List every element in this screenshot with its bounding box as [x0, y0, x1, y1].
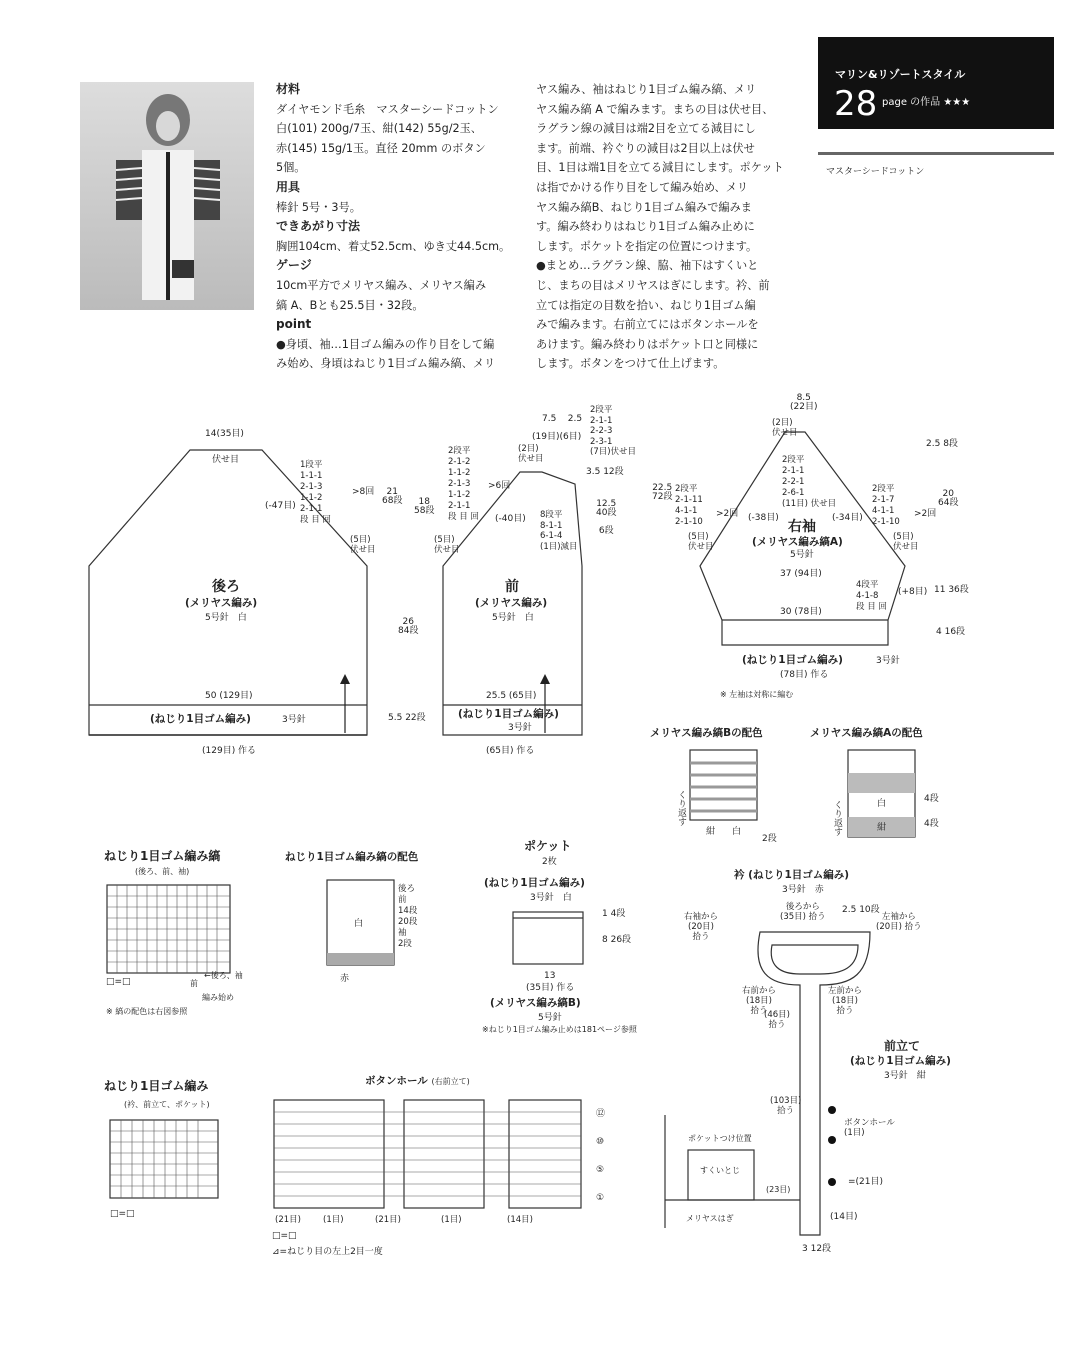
cp-rs-line-1: (20目)	[688, 922, 714, 932]
series-title: マリン&リゾートスタイル	[835, 68, 966, 81]
back-dec-rep: >8回	[352, 487, 375, 497]
band-pick-line-1: 拾う	[777, 1106, 795, 1116]
rsc-row-0: 後ろ	[398, 884, 416, 894]
back-cast-on: (129目) 作る	[202, 746, 257, 756]
info-line-2: 白(101) 200g/7玉、紺(142) 55g/2玉、	[276, 122, 482, 136]
front-neck-bind-line-1: 2-1-1	[590, 415, 613, 426]
band-sukui: すくいとじ	[700, 1166, 740, 1175]
info-line2-9: ●まとめ…ラグラン線、脇、袖下はすくいと	[536, 259, 759, 273]
info-line-3: 赤(145) 15g/1玉。直径 20mm のボタン	[276, 141, 486, 155]
sleeve-gl-line-1: 伏せ目	[688, 542, 714, 552]
sleeve-width2: 30 (78目)	[780, 607, 822, 617]
back-dec-line-4: 2-1-1	[300, 504, 323, 514]
stripeA-white: 白	[877, 799, 887, 809]
sleeve-left2-line-1: 2-1-11	[675, 495, 703, 505]
stripeA-rows-1: 4段	[924, 794, 939, 804]
front-dec-total: (-40目)	[495, 514, 526, 524]
stripeA-repeat: くり返す	[832, 800, 842, 836]
rib-legend: □=□	[110, 1209, 135, 1219]
sleeve-gr-line-0: (5目)	[893, 532, 914, 542]
info-line-8: 胸囲104cm、着丈52.5cm、ゆき丈44.5cm。	[276, 239, 511, 253]
back-h-rib: 5.5 22段	[388, 713, 426, 723]
info-line2-12: みで編みます。右前立てにはボタンホールを	[536, 318, 759, 332]
cp-rf-line-2: 拾う	[750, 1006, 768, 1016]
info-line2-2: ラグラン線の減目は端2目を立てる減目にし	[536, 122, 756, 136]
front-neck-line-3: (1目)減目	[540, 541, 578, 552]
info-line2-7: す。編み終わりはねじり1目ゴム編み止めに	[536, 220, 755, 234]
sleeve-right-rep: >2回	[914, 509, 937, 519]
sleeve-right-line-0: 2段平	[872, 484, 895, 494]
sleeve-bind-line-0: (2目)	[772, 418, 793, 428]
front-top-a: 7.5 2.5	[542, 414, 583, 424]
bh-row-3: ①	[596, 1193, 605, 1203]
band-spacing: =(21目)	[848, 1177, 884, 1187]
front-dec-line-4: 1-1-2	[448, 490, 471, 500]
front-dec-rep: >6回	[488, 481, 511, 491]
back-width: 50 (129目)	[205, 691, 253, 701]
sleeve-rib: (ねじり1目ゴム編み)	[742, 654, 843, 666]
ribStripe-sub: (後ろ、前、袖)	[135, 867, 190, 876]
sleeve-right-lines	[872, 484, 900, 528]
bh-count-3: (1目)	[441, 1215, 462, 1225]
pocket-count: 2枚	[542, 857, 557, 867]
info-line2-6: ヤス編み縞B、ねじり1目ゴム編みで編みま	[536, 200, 752, 214]
front-neck-bind-line-3: 2-3-1	[590, 436, 613, 447]
cp-rs-line-2: 拾う	[692, 932, 710, 942]
front-dec-line-5: 2-1-1	[448, 501, 471, 511]
stripeB-navy: 紺	[706, 827, 716, 837]
back-title: 後ろ	[212, 579, 240, 595]
ribStripe-start: 編み始め	[202, 993, 234, 1002]
info-line-12: point	[276, 317, 312, 332]
front-dec-line-1: 2-1-2	[448, 457, 471, 467]
cp-ls-line-1: (20目) 拾う	[876, 922, 922, 932]
pocket-body: (メリヤス編み縞B)	[490, 997, 581, 1009]
page-text: page の作品 ★★★	[882, 97, 971, 108]
front-bind2-line-0: (2目)	[518, 444, 539, 454]
front-cast-on: (65目) 作る	[486, 746, 535, 756]
sleeve-inc-line-1: 4-1-8	[856, 591, 879, 601]
sleeve-left-lines2	[675, 484, 703, 528]
sleeve-inc-line-0: 4段平	[856, 580, 879, 590]
sleeve-left-line-4: (11目) 伏せ目	[782, 499, 837, 509]
front-bind2	[518, 444, 544, 464]
sleeve-gr-line-1: 伏せ目	[893, 542, 919, 552]
ribStripe-legend: □=□	[106, 977, 131, 987]
collar-pick-rs	[684, 912, 718, 942]
sleeve-right-line-1: 2-1-7	[872, 495, 895, 505]
sleeve-left-lines	[782, 455, 836, 510]
bh-count-2: (21目)	[375, 1215, 401, 1225]
pattern-number: 28	[834, 84, 878, 124]
yarn-name: マスターシードコットン	[826, 167, 925, 177]
band-hole	[844, 1118, 895, 1138]
bh-count-0: (21目)	[275, 1215, 301, 1225]
front-dec-line-3: 2-1-3	[448, 479, 471, 489]
rsc-row-2: 14段	[398, 906, 418, 916]
cp-lf-line-0: 左前から	[828, 986, 863, 996]
sleeve-left2-line-3: 2-1-10	[675, 517, 703, 527]
back-top-width: 14(35目)	[205, 429, 244, 439]
rsc-row-4: 袖	[398, 928, 407, 938]
info-line2-13: あけます。編み終わりはポケット口と同様に	[536, 337, 759, 351]
info-line-4: 5個。	[276, 161, 306, 175]
sleeve-gl-line-0: (5目)	[688, 532, 709, 542]
band-pick-line-0: (103目)	[770, 1096, 802, 1106]
stripeB-title: メリヤス編み縞Bの配色	[650, 727, 763, 739]
bh-count-4: (14目)	[507, 1215, 533, 1225]
front-neck-bind-line-2: 2-2-3	[590, 426, 613, 436]
collar-title: 衿 (ねじり1目ゴム編み)	[734, 869, 850, 881]
sleeve-gusset-r	[893, 532, 919, 552]
info-line-7: できあがり寸法	[276, 219, 361, 234]
info-line-11: 縞 A、Bとも25.5目・32段。	[276, 298, 424, 312]
ribStripeColor-rows	[398, 884, 417, 950]
info-line2-10: じ、まちの目はメリヤスはぎにします。衿、前	[536, 278, 770, 292]
stripeA-navy: 紺	[877, 823, 887, 833]
front-sub: (メリヤス編み)	[475, 597, 548, 609]
front-gusset-line-0: (5目)	[434, 535, 455, 545]
band-meriyasu: メリヤスはぎ	[686, 1214, 734, 1223]
info-line-6: 棒針 5号・3号。	[276, 200, 361, 214]
front-neck-lines	[540, 510, 578, 552]
stripeB-white: 白	[732, 827, 742, 837]
back-gusset-line-1: 伏せ目	[350, 545, 376, 555]
info-line-5: 用具	[276, 179, 301, 194]
sleeve-cast-on: (78目) 作る	[780, 670, 829, 680]
cp-rf-line-0: 右前から	[742, 986, 777, 996]
pocket-body-needle: 5号針	[538, 1013, 562, 1023]
ribStripe-back: ←後ろ、袖	[204, 971, 243, 980]
sleeve-left-rep: >2回	[716, 509, 739, 519]
rsc-row-3: 20段	[398, 917, 418, 927]
back-needle: 5号針 白	[205, 613, 247, 623]
info-line2-8: します。ポケットを指定の位置につけます。	[536, 239, 758, 253]
rib-title: ねじり1目ゴム編み	[104, 1079, 209, 1093]
pocket-cast-on: (35目) 作る	[526, 983, 575, 993]
sleeve-right-line-3: 2-1-10	[872, 517, 900, 527]
stripeA-rows-2: 4段	[924, 819, 939, 829]
band-pocket-pos: ポケットつけ位置	[688, 1134, 752, 1143]
bh-row-2: ⑤	[596, 1165, 605, 1175]
collar-needle: 3号針 赤	[782, 885, 824, 895]
collar-pick-46	[764, 1010, 790, 1030]
front-h-raglan: 18 58段	[414, 497, 435, 516]
back-dec-line-1: 1-1-1	[300, 471, 323, 481]
sleeve-inc-line-2: 段 目 回	[856, 602, 887, 612]
collar-pick-lf	[828, 986, 862, 1016]
stripeB-rows: 2段	[762, 834, 777, 844]
back-gusset-line-0: (5目)	[350, 535, 371, 545]
band-sub: (ねじり1目ゴム編み)	[850, 1055, 951, 1067]
back-rib-needle: 3号針	[282, 715, 306, 725]
rsc-row-1: 前	[398, 895, 407, 905]
back-sub: (メリヤス編み)	[185, 597, 258, 609]
back-h-raglan: 21 68段	[382, 487, 403, 506]
front-gusset	[434, 535, 460, 555]
buttonhole-legend1: □=□	[272, 1231, 297, 1241]
front-neck-bind-line-4: (7目)伏せ目	[590, 447, 637, 457]
ribStripe-front: 前	[190, 979, 198, 988]
pocket-rib: (ねじり1目ゴム編み)	[484, 877, 585, 889]
band-h: 3 12段	[802, 1244, 832, 1254]
cp-back-line-0: 後ろから	[785, 902, 820, 912]
info-line2-11: 立ては指定の目数を拾い、ねじり1目ゴム編	[536, 298, 756, 312]
buttonhole-legend2: ⊿=ねじり目の左上2目一度	[272, 1247, 383, 1257]
pocket-title: ポケット	[524, 839, 572, 853]
back-gusset	[350, 535, 376, 555]
back-dec-line-3: 1-1-2	[300, 493, 323, 503]
cp-lf-line-2: 拾う	[836, 1006, 854, 1016]
info-line-13: ●身頃、袖…1目ゴム編みの作り目をして編	[276, 337, 495, 351]
sleeve-right-total: (-34目)	[832, 513, 863, 523]
front-neck-bind-line-0: 2段平	[590, 405, 613, 415]
front-neck-bind	[590, 405, 636, 458]
sleeve-gusset-l	[688, 532, 714, 552]
front-dec-line-0: 2段平	[448, 446, 471, 456]
sleeve-h-top: 2.5 8段	[926, 439, 958, 449]
info-line2-0: ヤス編み、袖はねじり1目ゴム編み縞、メリ	[536, 83, 757, 96]
pocket-width: 13	[544, 971, 556, 981]
front-neck-line-2: 6-1-4	[540, 531, 563, 541]
bh-row-1: ⑩	[596, 1137, 605, 1147]
front-rib: (ねじり1目ゴム編み)	[458, 708, 559, 720]
buttonhole-title: ボタンホール (右前立て)	[365, 1075, 470, 1087]
sleeve-left-total: (-38目)	[748, 513, 779, 523]
front-neck-line-0: 8段平	[540, 510, 563, 520]
cp-rs-line-0: 右袖から	[684, 912, 719, 922]
front-dec-line-6: 段 目 回	[448, 512, 479, 522]
info-line-1: ダイヤモンド毛糸 マスターシードコットン	[276, 102, 499, 116]
back-dec-line-0: 1段平	[300, 460, 323, 470]
ribStripe-note: ※ 縞の配色は右図参照	[106, 1007, 188, 1016]
back-dec-line-5: 段 目 回	[300, 515, 331, 525]
collar-h: 2.5 10段	[842, 905, 880, 915]
front-h-front: 12.5 40段 6段	[596, 499, 617, 536]
info-line2-14: します。ボタンをつけて仕上げます。	[536, 357, 725, 371]
ribStripe-title: ねじり1目ゴム編み縞	[104, 849, 221, 863]
info-line-9: ゲージ	[276, 258, 312, 273]
sleeve-title: 右袖	[788, 519, 816, 535]
band-title: 前立て	[884, 1039, 921, 1053]
cp-46-line-0: (46目)	[764, 1010, 790, 1020]
front-bind2-line-1: 伏せ目	[518, 454, 544, 464]
rib-sub: (衿、前立て、ポケット)	[124, 1100, 210, 1109]
band-bottom: (14目)	[830, 1212, 858, 1222]
front-width: 25.5 (65目)	[486, 691, 537, 701]
bh-count-1: (1目)	[323, 1215, 344, 1225]
band-st23: (23目)	[766, 1185, 791, 1194]
rsc-row-5: 2段	[398, 939, 412, 949]
sleeve-left2-line-0: 2段平	[675, 484, 698, 494]
sleeve-needle: 5号針	[790, 550, 814, 560]
sleeve-note: ※ 左袖は対称に編む	[720, 690, 794, 699]
bh-row-0: ⑫	[596, 1109, 606, 1119]
sleeve-rib-needle: 3号針	[876, 656, 900, 666]
front-dec-line-2: 1-1-2	[448, 468, 471, 478]
cp-ls-line-0: 左袖から	[881, 912, 916, 922]
cp-46-line-1: 拾う	[768, 1020, 786, 1030]
sleeve-right-line-2: 4-1-1	[872, 506, 895, 516]
info-line2-1: ヤス編み縞 A で編みます。まちの目は伏せ目、	[536, 102, 774, 116]
back-bind: 伏せ目	[212, 455, 240, 465]
back-dec-line-2: 2-1-3	[300, 482, 323, 492]
sleeve-h-total: 22.5 72段	[652, 483, 673, 502]
front-h-neck: 3.5 12段	[586, 467, 624, 477]
sleeve-left-line-3: 2-6-1	[782, 488, 805, 498]
band-hole-line-0: ボタンホール	[844, 1118, 895, 1128]
sleeve-bind-top	[772, 418, 798, 438]
pocket-h2: 8 26段	[602, 935, 632, 945]
front-neck-line-1: 8-1-1	[540, 520, 563, 531]
front-rib-needle: 3号針	[508, 723, 532, 733]
band-needle: 3号針 紺	[884, 1071, 926, 1081]
front-dec-lines	[448, 446, 479, 523]
back-dec-total: (-47目)	[265, 501, 296, 511]
info-line-10: 10cm平方でメリヤス編み、メリヤス編み	[276, 278, 487, 292]
sleeve-h-raglan: 20 64段	[938, 489, 959, 508]
band-hole-line-1: (1目)	[844, 1128, 865, 1138]
pocket-note: ※ねじり1目ゴム編み止めは181ページ参照	[482, 1025, 637, 1034]
cp-back-line-1: (35目) 拾う	[780, 912, 826, 922]
front-gusset-line-1: 伏せ目	[434, 545, 460, 555]
back-h-body: 26 84段	[398, 617, 419, 636]
stripeA-title: メリヤス編み縞Aの配色	[810, 727, 923, 739]
sleeve-width1: 37 (94目)	[780, 569, 822, 579]
pocket-needle: 3号針 白	[530, 893, 572, 903]
cp-rf-line-1: (18目)	[746, 996, 772, 1006]
info-line2-4: 目、1目は端1目を立てる減目にします。ポケット	[536, 161, 784, 175]
front-needle: 5号針 白	[492, 613, 534, 623]
ribStripeColor-red: 赤	[340, 974, 350, 984]
sleeve-top: 8.5 (22目)	[790, 393, 818, 412]
sleeve-inc-total: (+8目)	[898, 587, 928, 597]
collar-pick-ls	[876, 912, 922, 932]
info-line2-5: は指でかける作り目をして編み始め、メリ	[536, 180, 749, 194]
sleeve-h-rib: 4 16段	[936, 627, 966, 637]
sleeve-left-line-2: 2-2-1	[782, 477, 805, 487]
front-title: 前	[505, 579, 519, 595]
sleeve-left2-line-2: 4-1-1	[675, 506, 698, 516]
sleeve-left-line-1: 2-1-1	[782, 466, 805, 476]
buttonhole-rows	[596, 1100, 605, 1212]
ribStripeColor-title: ねじり1目ゴム編み縞の配色	[285, 851, 419, 863]
sleeve-inc-lines	[856, 580, 887, 613]
back-dec-lines	[300, 460, 331, 526]
stripeB-repeat: くり返す	[676, 790, 686, 826]
sleeve-h-arm: 11 36段	[934, 585, 969, 595]
cp-lf-line-1: (18目)	[832, 996, 858, 1006]
info-line-0: 材料	[276, 82, 301, 96]
pocket-h1: 1 4段	[602, 909, 626, 919]
info-line2-3: ます。前端、衿ぐりの減目は2目以上は伏せ	[536, 141, 755, 155]
front-top-st: (19目)(6目)	[532, 432, 582, 442]
back-rib: (ねじり1目ゴム編み)	[150, 713, 251, 725]
sleeve-sub: (メリヤス編み縞A)	[752, 536, 843, 548]
info-line-14: み始め、身頃はねじり1目ゴム編み縞、メリ	[276, 357, 496, 371]
band-pick	[770, 1096, 801, 1116]
sleeve-left-line-0: 2段平	[782, 455, 805, 465]
collar-pick-back	[780, 902, 826, 922]
ribStripeColor-white: 白	[354, 919, 364, 929]
sleeve-bind-line-1: 伏せ目	[772, 428, 798, 438]
